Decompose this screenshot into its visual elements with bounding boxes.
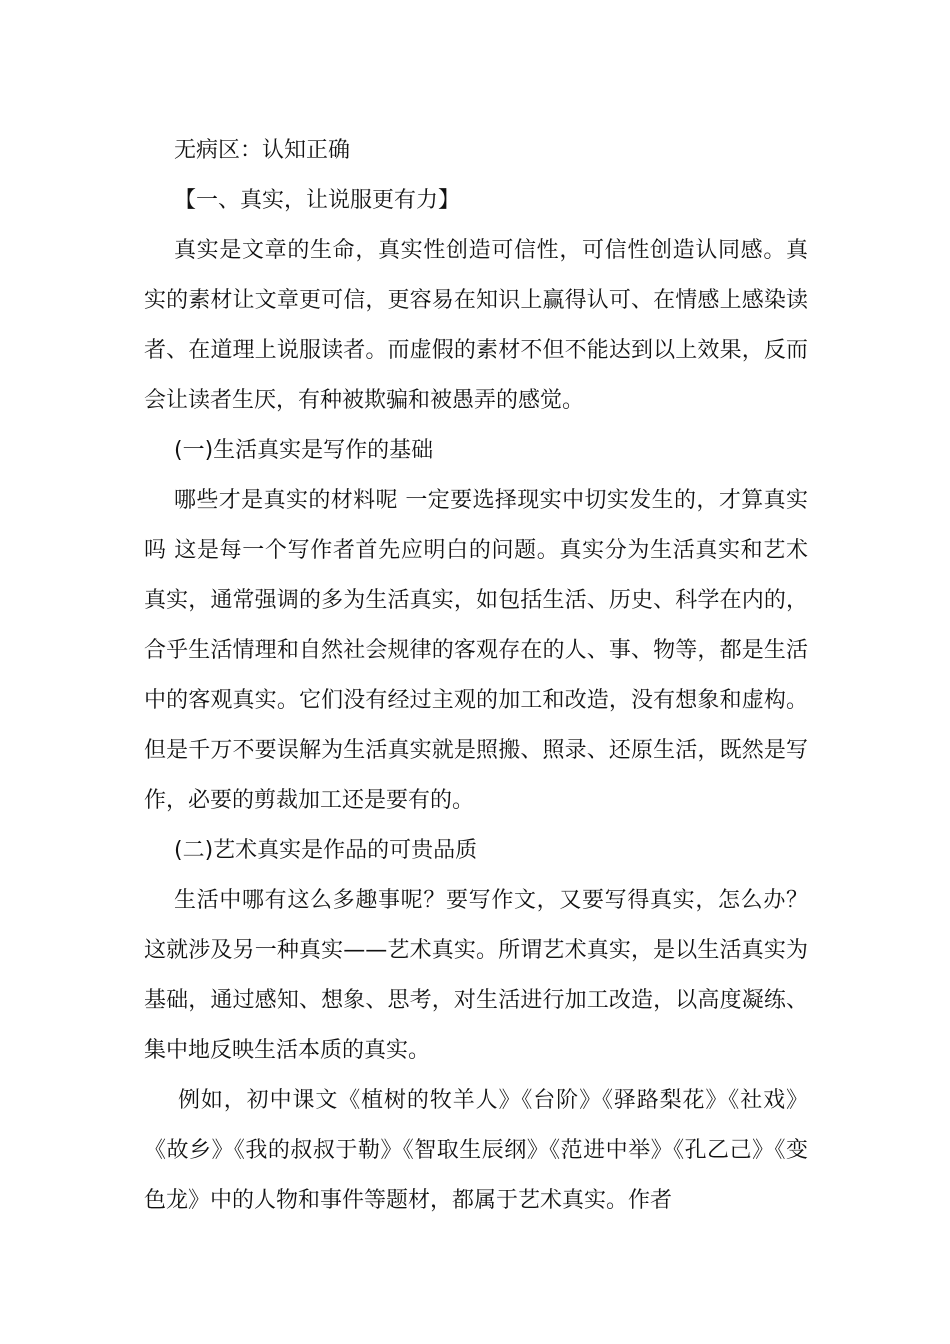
paragraph-2: 哪些才是真实的材料呢 一定要选择现实中切实发生的，才算真实吗 这是每一个写作者首先应明白的问题。真实分为生活真实和艺术真实，通常强调的多为生活真实，如包括生活、历史、科学在内的，合乎生活情理和自然社会规律的客观存在的人、事、物等，都是生活中的客观真实。它们没有经过主观的加工和改造，没有想象和虚构。但是千万不要误解为生活真实就是照搬、照录、还原生活，既然是写作，必要的剪裁加工还是要有的。 [144, 488, 808, 813]
subheading-1: (一)生活真实是写作的基础 [174, 438, 434, 463]
subheading-2: (二)艺术真实是作品的可贵品质 [174, 838, 478, 863]
paragraph-3: 生活中哪有这么多趣事呢？要写作文，又要写得真实，怎么办？这就涉及另一种真实——艺术真实。所谓艺术真实，是以生活真实为基础，通过感知、想象、思考，对生活进行加工改造，以高度凝练、集中地反映生活本质的真实。 [144, 888, 808, 1063]
section-title: 【一、真实，让说服更有力】 [174, 188, 461, 213]
paragraph-1: 真实是文章的生命，真实性创造可信性，可信性创造认同感。真实的素材让文章更可信，更容易在知识上赢得认可、在情感上感染读者、在道理上说服读者。而虚假的素材不但不能达到以上效果，反而会让读者生厌，有种被欺骗和被愚弄的感觉。 [144, 238, 808, 413]
document-body [144, 126, 808, 1226]
document-heading: 无病区：认知正确 [174, 138, 351, 163]
paragraph-4: 例如，初中课文《植树的牧羊人》《台阶》《驿路梨花》《社戏》《故乡》《我的叔叔于勒》《智取生辰纲》《范进中举》《孔乙己》《变色龙》中的人物和事件等题材，都属于艺术真实。作者 [144, 1088, 808, 1213]
